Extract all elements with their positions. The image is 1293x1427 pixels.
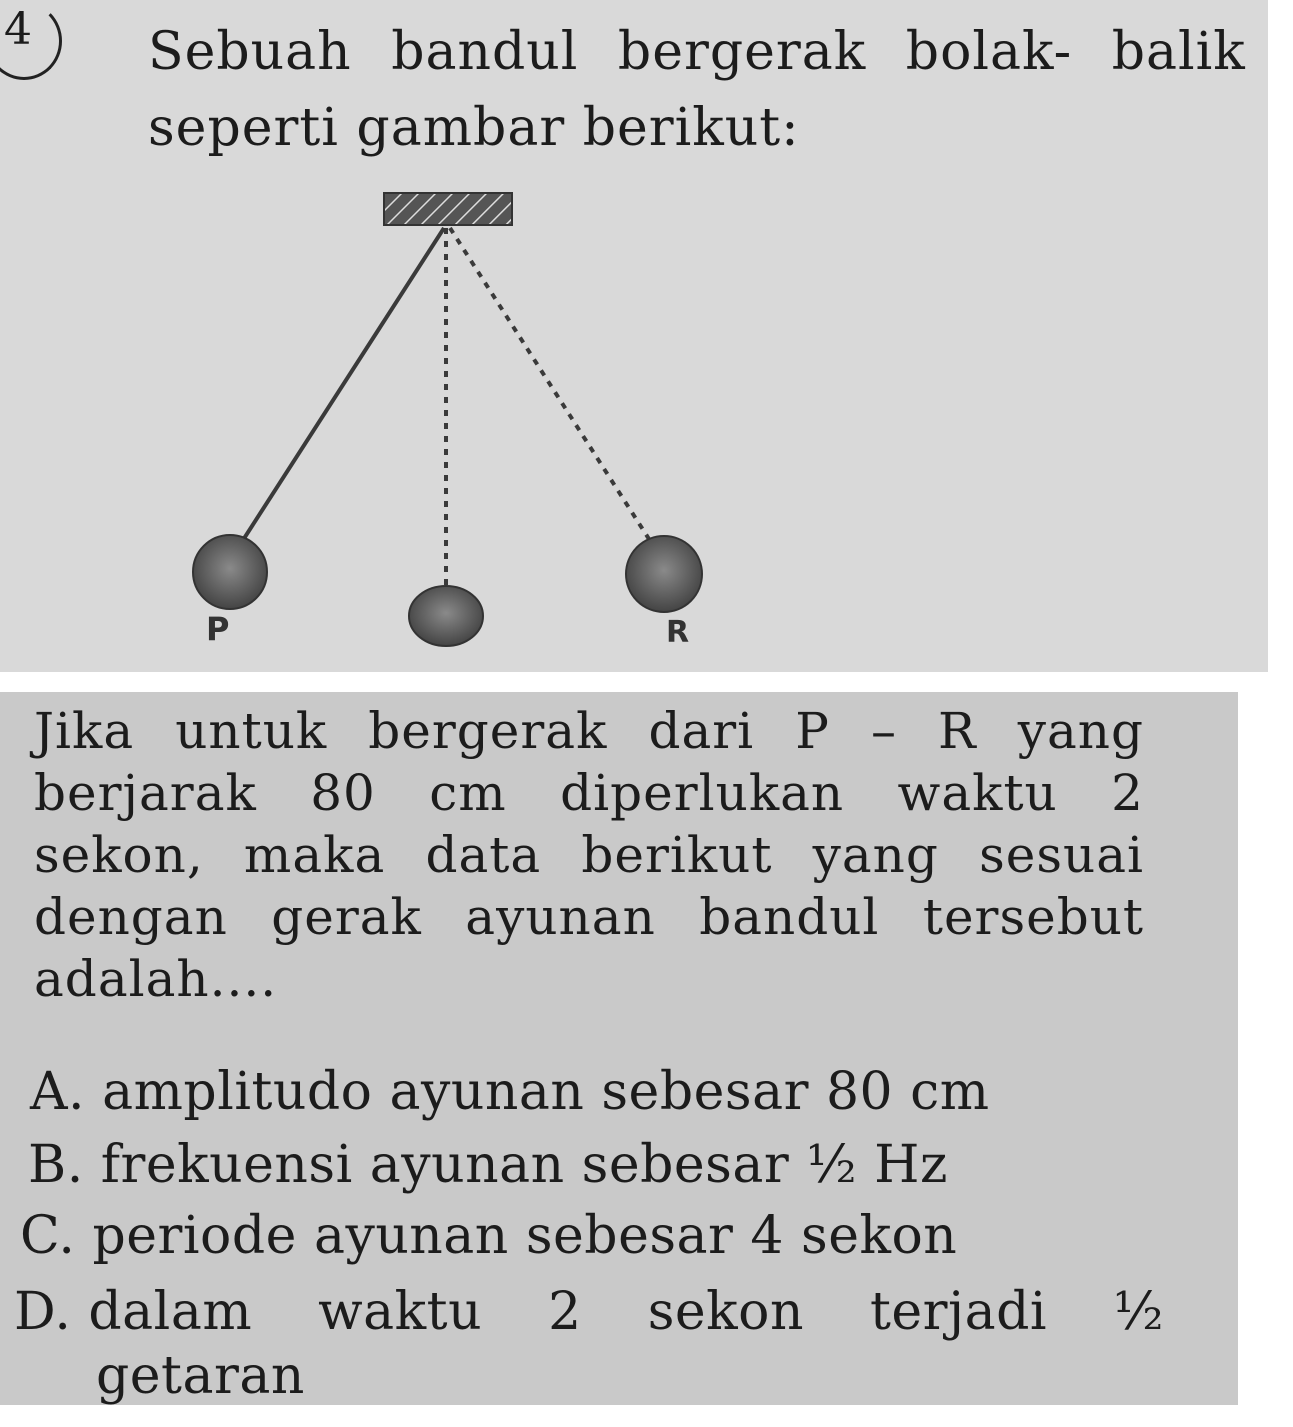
body-line-4: dengan gerak ayunan bandul tersebut — [34, 888, 1144, 946]
body-line-3: sekon, maka data berikut yang sesuai — [34, 826, 1144, 884]
question-number: 4 — [4, 4, 32, 55]
option-d-word-1: D. dalam — [14, 1282, 253, 1342]
option-d-word-5: terjadi — [869, 1282, 1048, 1342]
pendulum-bob-p — [193, 535, 267, 609]
option-d-word-4: sekon — [647, 1282, 804, 1342]
pendulum-diagram — [0, 0, 1268, 672]
pendulum-support — [384, 193, 512, 225]
pendulum-bob-center — [409, 586, 483, 646]
option-b: B. frekuensi ayunan sebesar ½ Hz — [28, 1135, 948, 1195]
option-a: A. amplitudo ayunan sebesar 80 cm — [30, 1062, 990, 1122]
option-d-continuation: getaran — [96, 1346, 305, 1406]
pendulum-string-left — [234, 228, 444, 554]
option-d — [14, 1282, 1164, 1406]
body-line-1: Jika untuk bergerak dari P – R yang — [34, 702, 1144, 760]
pendulum-bob-r — [626, 536, 702, 612]
option-c: C. periode ayunan sebesar 4 sekon — [20, 1206, 958, 1266]
label-p: P — [206, 610, 230, 648]
intro-line-2: seperti gambar berikut: — [148, 98, 800, 158]
option-d-word-3: 2 — [548, 1282, 582, 1342]
intro-line-1: Sebuah bandul bergerak bolak- balik — [148, 22, 1246, 82]
pendulum-string-right — [450, 228, 656, 550]
body-line-5: adalah.... — [34, 950, 278, 1008]
label-r: R — [666, 615, 690, 650]
body-line-2: berjarak 80 cm diperlukan waktu 2 — [34, 764, 1144, 822]
option-d-word-2: waktu — [318, 1282, 483, 1342]
question-paragraph — [34, 700, 1144, 1010]
option-d-word-6: ½ — [1113, 1282, 1164, 1342]
